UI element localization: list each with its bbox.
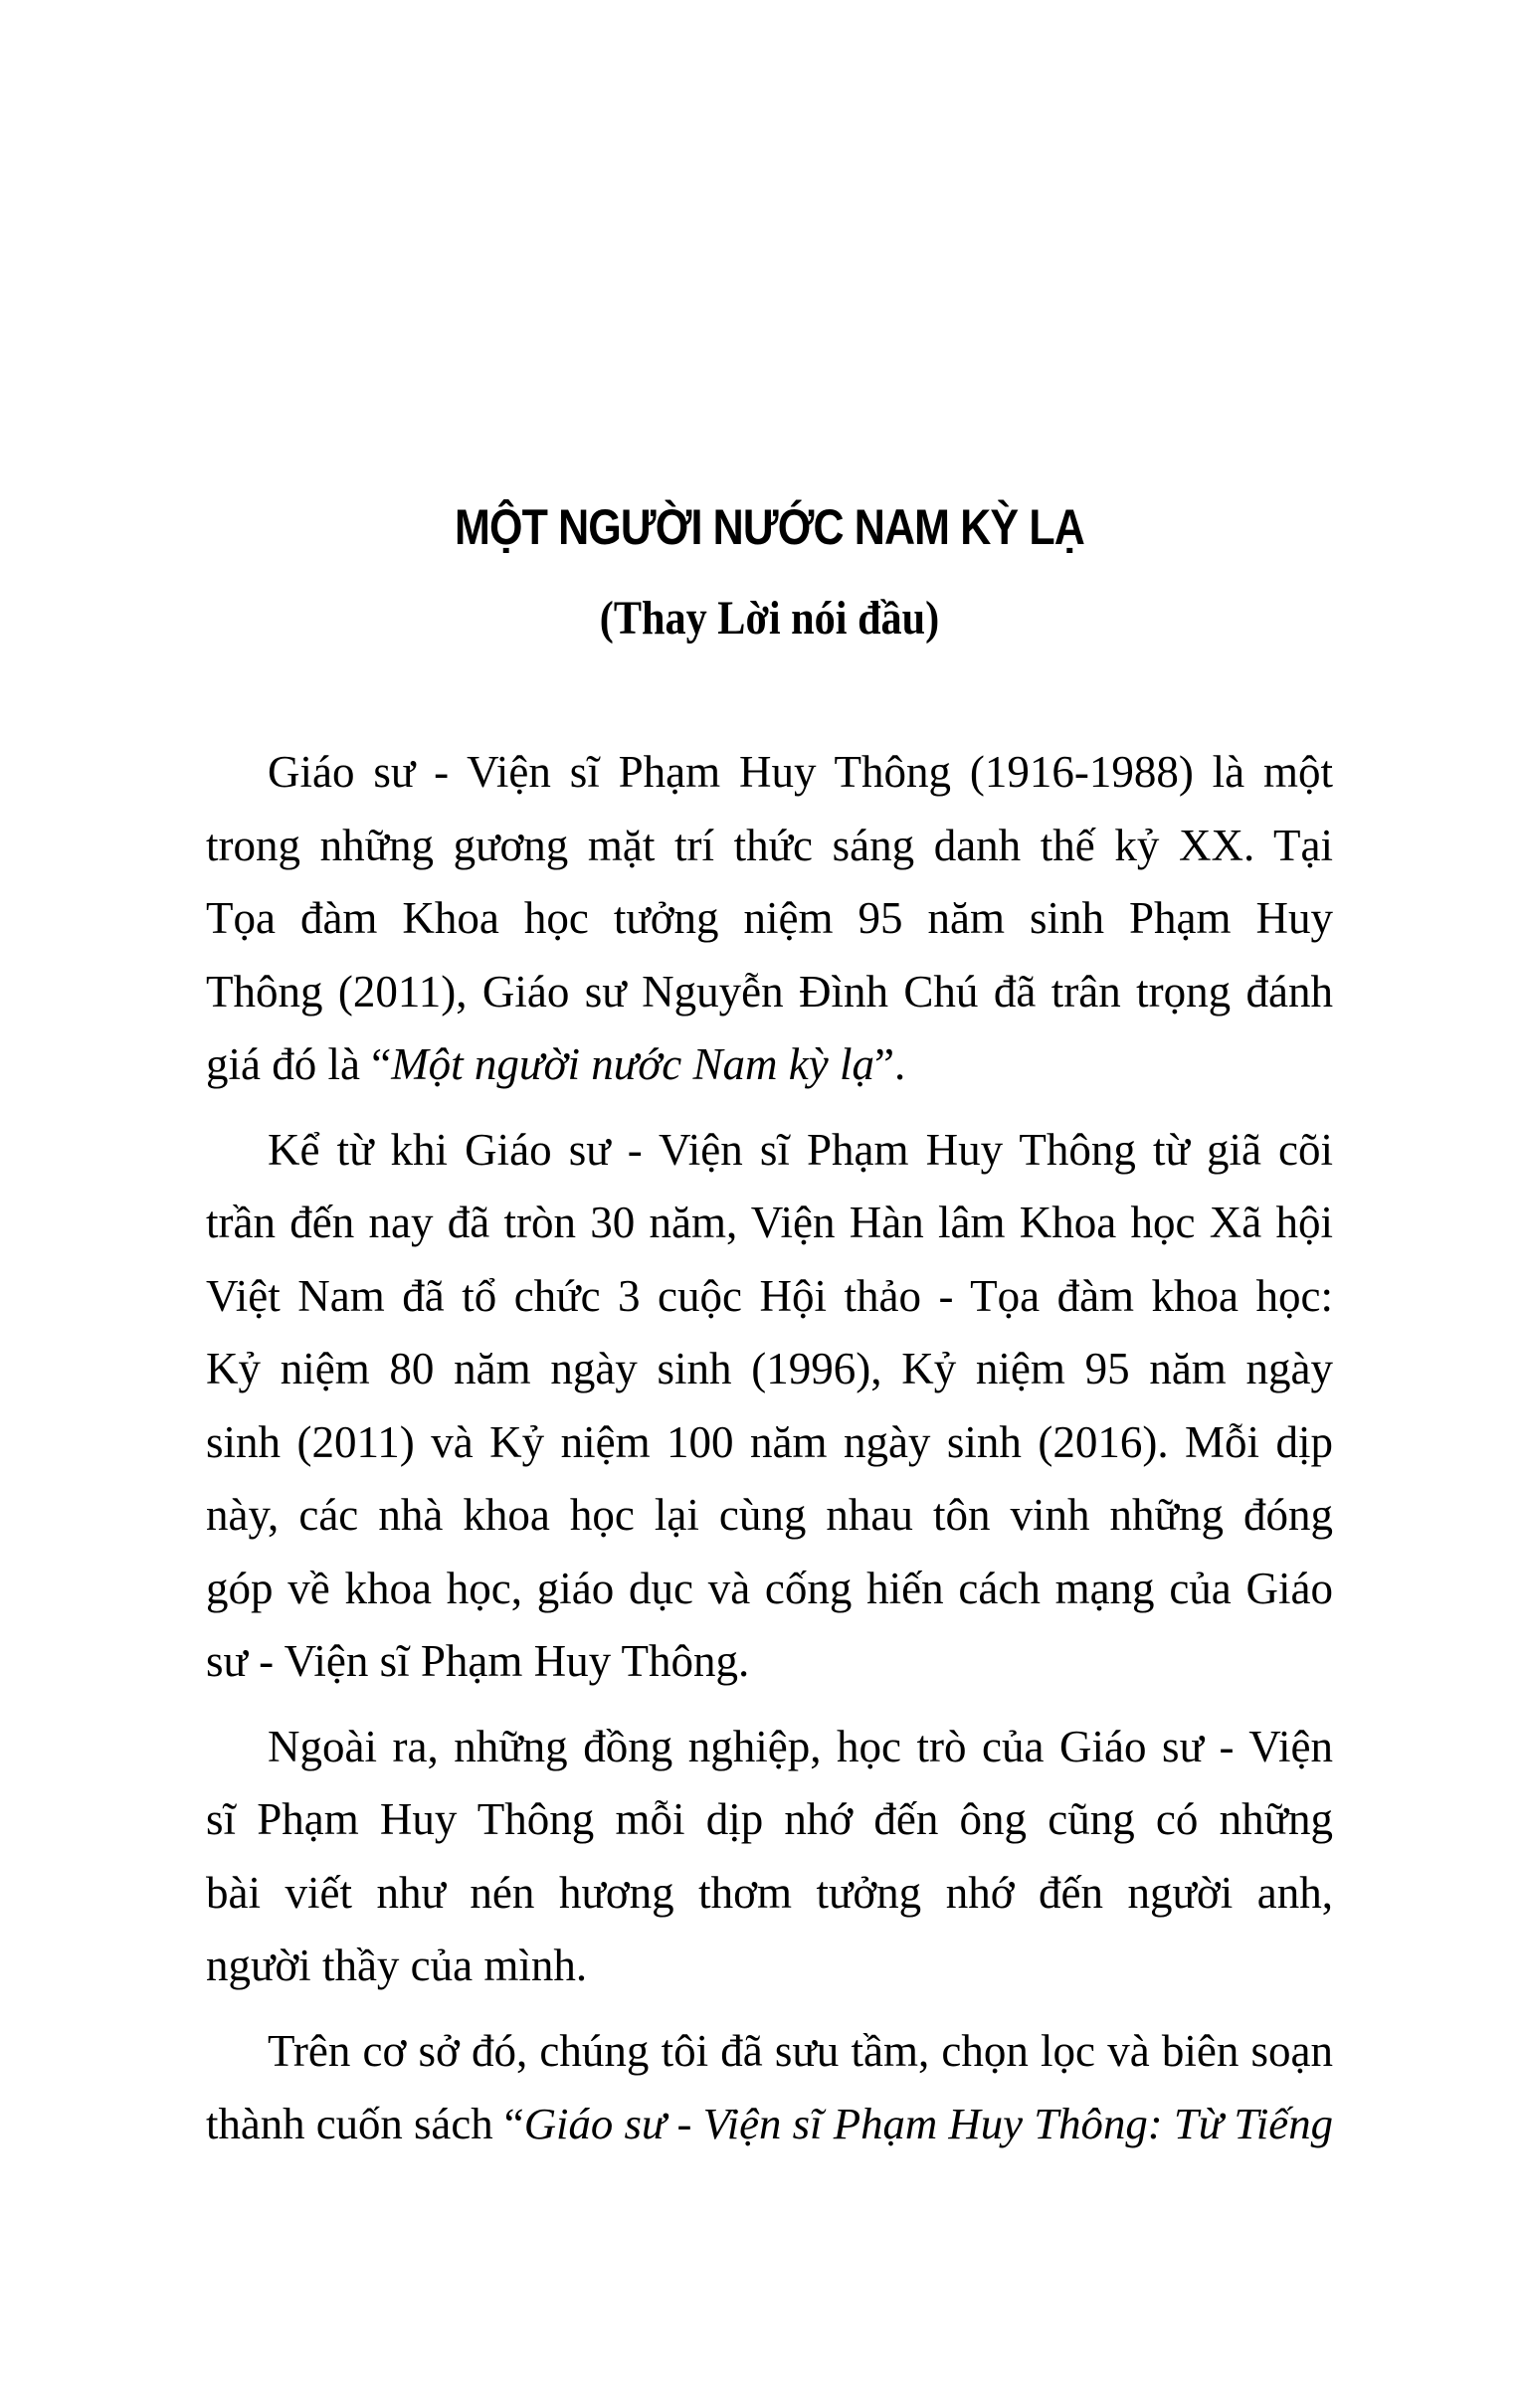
text-run: thành cuốn sách “ bbox=[206, 2099, 524, 2148]
text-line bbox=[206, 1028, 1333, 1102]
chapter-title: MỘT NGƯỜI NƯỚC NAM KỲ LẠ bbox=[455, 499, 1084, 555]
text-line: này, các nhà khoa học lại cùng nhau tôn vinh những đóng bbox=[206, 1490, 1333, 1540]
body-text bbox=[206, 736, 1333, 2173]
quoted-title: Giáo sư - Viện sĩ Phạm Huy Thông: Từ Tiếng bbox=[523, 2099, 1333, 2148]
paragraph-1 bbox=[206, 736, 1333, 1102]
quoted-title: Một người nước Nam kỳ lạ bbox=[391, 1039, 874, 1089]
text-line: Tọa đàm Khoa học tưởng niệm 95 năm sinh Phạm Huy bbox=[206, 893, 1333, 943]
text-line: sư - Viện sĩ Phạm Huy Thông. bbox=[206, 1636, 750, 1686]
text-run: giá đó là “ bbox=[206, 1039, 392, 1089]
text-line: Giáo sư - Viện sĩ Phạm Huy Thông (1916-1988) là một bbox=[268, 747, 1333, 797]
text-line: Kỷ niệm 80 năm ngày sinh (1996), Kỷ niệm 95 năm ngày bbox=[206, 1344, 1333, 1393]
paragraph-2 bbox=[206, 1114, 1333, 1699]
text-line: sĩ Phạm Huy Thông mỗi dịp nhớ đến ông cũng có những bbox=[206, 1794, 1333, 1844]
text-line: trần đến nay đã tròn 30 năm, Viện Hàn lâm Khoa học Xã hội bbox=[206, 1198, 1333, 1247]
text-run: ”. bbox=[873, 1039, 906, 1089]
text-line bbox=[206, 2088, 1333, 2161]
text-line: bài viết như nén hương thơm tưởng nhớ đến người anh, bbox=[206, 1867, 1333, 1918]
paragraph-3 bbox=[206, 1711, 1333, 2003]
text-line: Kể từ khi Giáo sư - Viện sĩ Phạm Huy Thông từ giã cõi bbox=[268, 1124, 1333, 1175]
text-line: người thầy của mình. bbox=[206, 1941, 588, 1990]
text-line: trong những gương mặt trí thức sáng danh thế kỷ XX. Tại bbox=[206, 820, 1333, 870]
text-line: Ngoài ra, những đồng nghiệp, học trò của Giáo sư - Viện bbox=[268, 1721, 1333, 1771]
text-line: Trên cơ sở đó, chúng tôi đã sưu tầm, chọn lọc và biên soạn bbox=[268, 2025, 1333, 2076]
text-line: Thông (2011), Giáo sư Nguyễn Đình Chú đã trân trọng đánh bbox=[206, 966, 1333, 1017]
text-line: Việt Nam đã tổ chức 3 cuộc Hội thảo - Tọa đàm khoa học: bbox=[206, 1270, 1333, 1321]
chapter-subtitle: (Thay Lời nói đầu) bbox=[599, 592, 940, 645]
text-line: sinh (2011) và Kỷ niệm 100 năm ngày sinh (2016). Mỗi dịp bbox=[206, 1416, 1333, 1467]
paragraph-4 bbox=[206, 2015, 1333, 2161]
text-line: góp về khoa học, giáo dục và cống hiến cách mạng của Giáo bbox=[206, 1563, 1333, 1613]
